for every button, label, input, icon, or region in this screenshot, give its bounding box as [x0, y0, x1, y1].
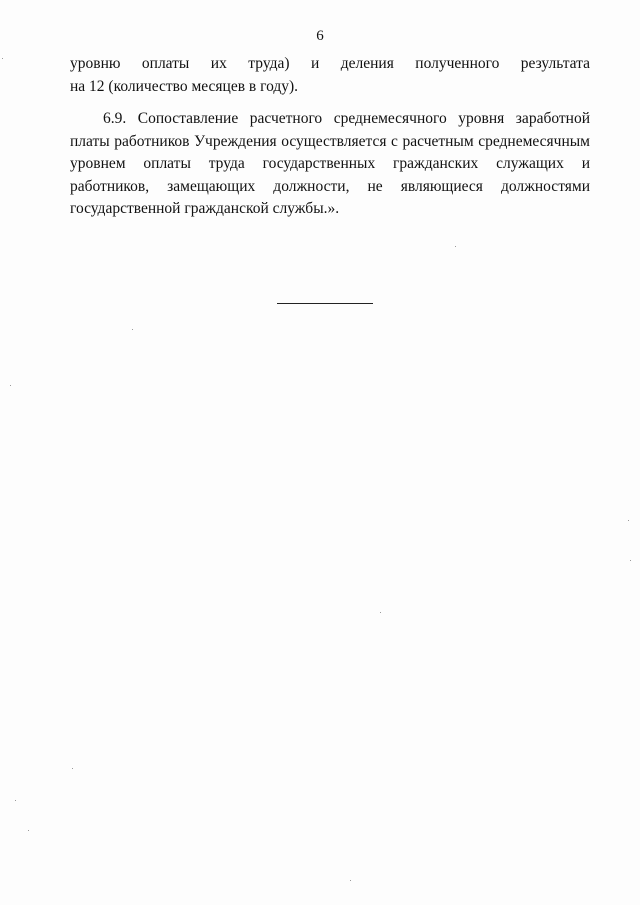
scan-speck: [380, 612, 381, 613]
scan-speck: [630, 560, 631, 561]
scan-speck: [15, 800, 16, 801]
text-line: на 12 (количество месяцев в году).: [70, 77, 299, 95]
text-line: работников, замещающих должности, не являющиеся должностями: [70, 177, 590, 195]
text-line: уровнем оплаты труда государственных гражданских служащих и: [70, 155, 590, 172]
text-line: платы работников Учреждения осуществляется с расчетным среднемесячным: [70, 132, 590, 150]
scan-speck: [455, 246, 456, 247]
scan-speck: [10, 385, 11, 386]
text-line: уровню оплаты их труда) и деления полученного результата: [70, 55, 590, 72]
scan-speck: [28, 830, 29, 831]
text-line: государственной гражданской службы.».: [70, 200, 340, 217]
page-number: 6: [316, 28, 324, 44]
scan-speck: [72, 768, 73, 769]
paragraph-continuation: [70, 53, 590, 98]
paragraph-6-9: [70, 108, 590, 221]
text-line: 6.9. Сопоставление расчетного среднемесячного уровня заработной: [103, 110, 590, 127]
document-body: [70, 53, 590, 221]
scan-speck: [2, 58, 3, 59]
end-of-document-rule: [277, 303, 373, 304]
scan-speck: [132, 329, 133, 330]
scan-speck: [350, 880, 351, 881]
scan-speck: [628, 520, 629, 521]
